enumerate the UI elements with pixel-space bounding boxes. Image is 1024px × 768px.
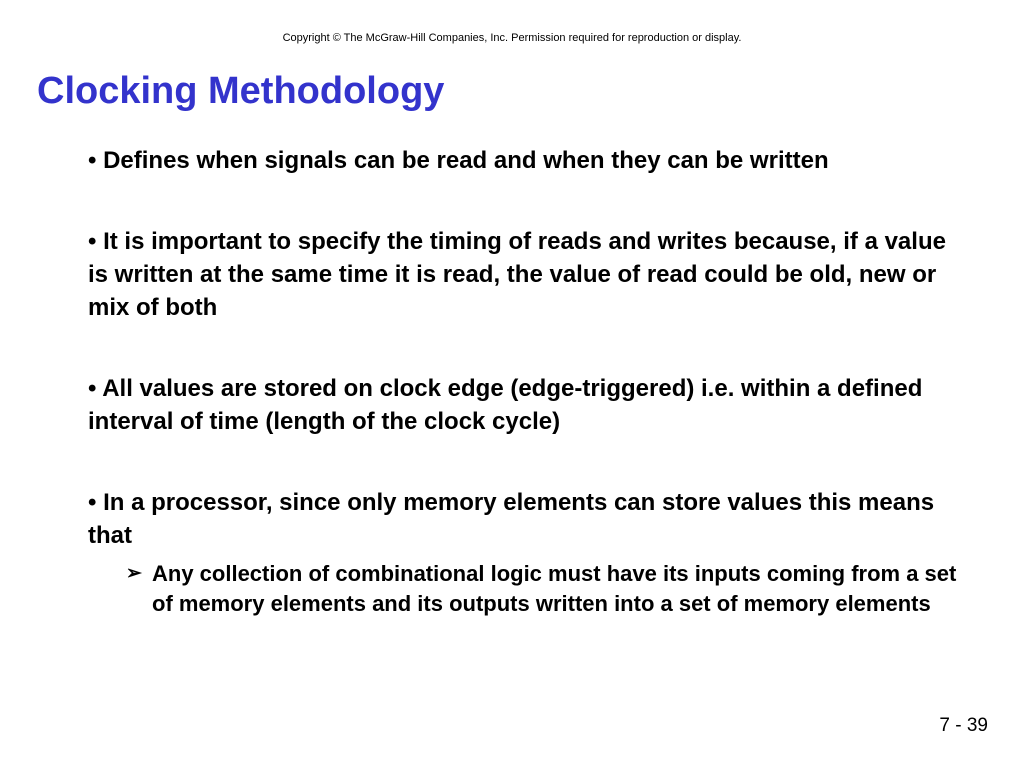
bullet-text: Defines when signals can be read and when they can be written [103, 147, 829, 174]
bullet-marker: • [88, 228, 97, 255]
arrow-bullet-icon: ➢ [126, 563, 142, 584]
bullet-item [88, 486, 968, 552]
bullet-text: It is important to specify the timing of reads and writes because, if a value is written at the same time it is read, the value of read could be old, new or mix of both [88, 228, 946, 321]
bullet-marker: • [88, 489, 97, 516]
bullet-list [88, 144, 968, 619]
bullet-item [88, 225, 968, 324]
copyright-notice: Copyright © The McGraw-Hill Companies, Inc. Permission required for reproduction or display. [282, 32, 742, 44]
sub-bullet-item [126, 559, 968, 619]
bullet-item [88, 372, 968, 438]
bullet-text: In a processor, since only memory elements can store values this means that [88, 489, 935, 549]
sub-bullet-text: Any collection of combinational logic must have its inputs coming from a set of memory elements and its outputs written into a set of memory elements [152, 561, 957, 616]
bullet-marker: • [88, 147, 97, 174]
bullet-text: All values are stored on clock edge (edge-triggered) i.e. within a defined interval of time (length of the clock cycle) [88, 375, 923, 435]
slide-number: 7 - 39 [939, 715, 988, 736]
bullet-marker: • [88, 375, 97, 402]
slide-title: Clocking Methodology [37, 70, 445, 112]
bullet-item [88, 144, 968, 177]
